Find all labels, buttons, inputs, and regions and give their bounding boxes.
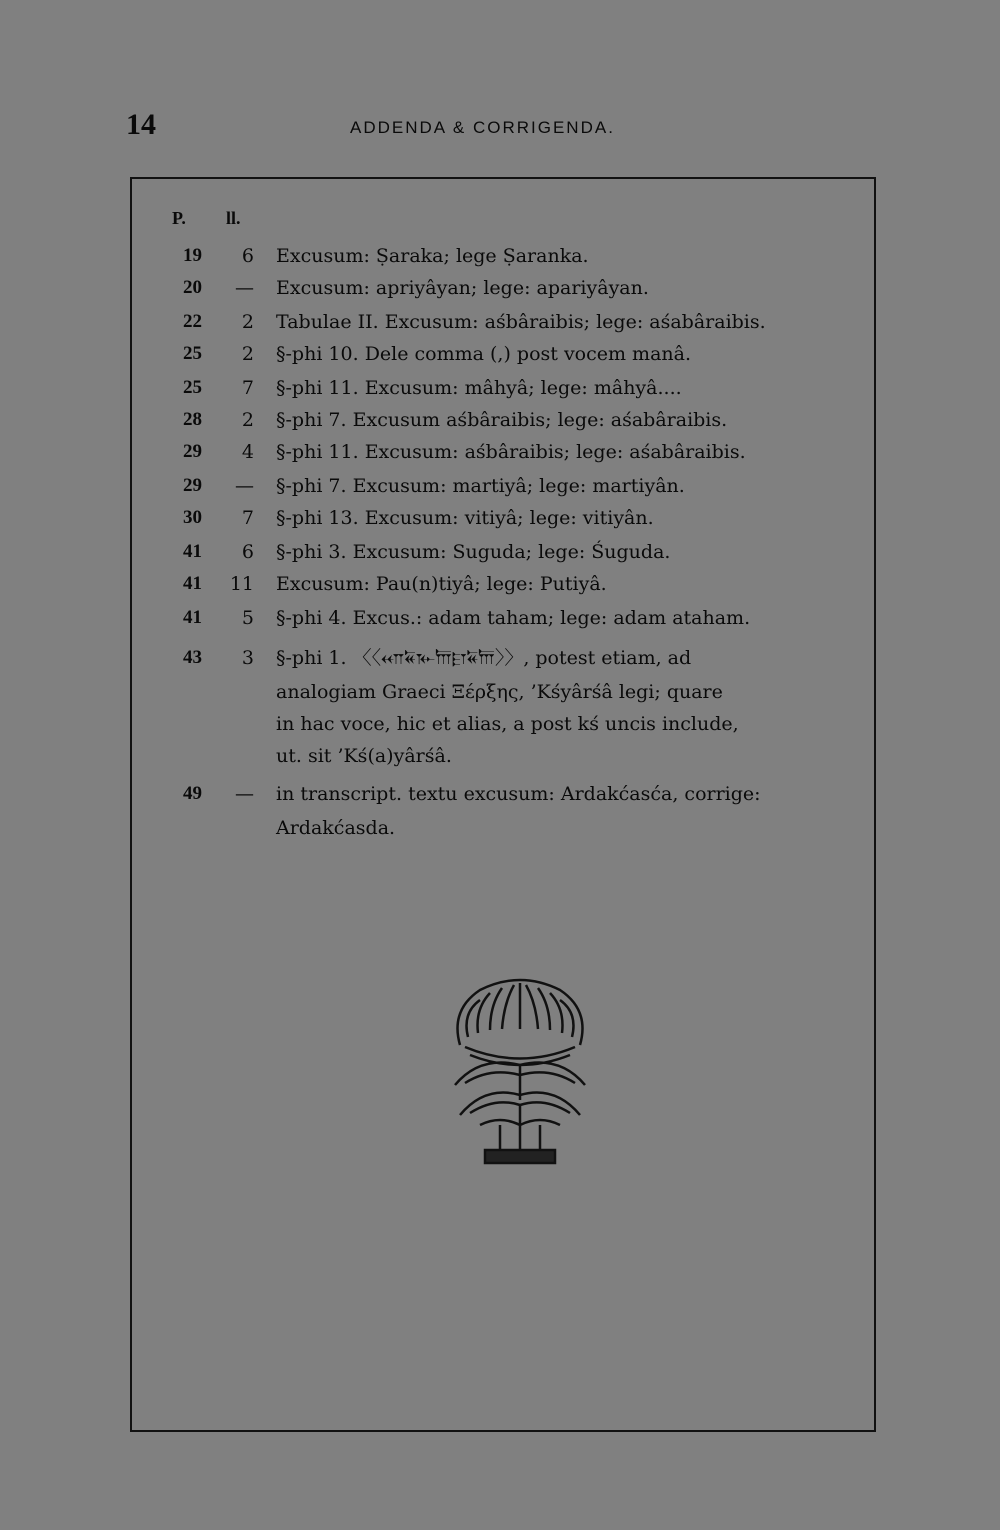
correction-text: §-phi 11. Excusum: mâhyâ; lege: mâhyâ.... xyxy=(276,377,682,399)
table-row xyxy=(160,306,880,338)
page-ref: 19 xyxy=(183,245,202,266)
line-ref: 6 xyxy=(241,245,254,267)
line-ref: 2 xyxy=(241,311,254,333)
continuation-line: ut. sit ’Kś(a)yârśâ. xyxy=(276,745,452,767)
line-ref: 11 xyxy=(229,573,254,595)
correction-text: §-phi 1. 〈〈𐎧𐏁𐎹𐎠𐎼𐏁𐎠〉〉, potest etiam, ad xyxy=(276,647,692,669)
table-row xyxy=(160,436,880,468)
correction-text: §-phi 11. Excusum: aśbâraibis; lege: aśabâraibis. xyxy=(276,441,746,463)
page-ref: 41 xyxy=(183,607,202,628)
correction-text: §-phi 7. Excusum: martiyâ; lege: martiyân. xyxy=(276,475,685,497)
line-ref: 6 xyxy=(241,541,254,563)
page-ref: 41 xyxy=(183,573,202,594)
correction-text: §-phi 4. Excus.: adam taham; lege: adam ataham. xyxy=(276,607,751,629)
page-ref: 22 xyxy=(183,311,202,332)
line-ref: 5 xyxy=(241,607,254,629)
page-ref: 25 xyxy=(183,343,202,364)
column-header-line: ll. xyxy=(226,208,241,228)
column-header-page: P. xyxy=(172,208,186,228)
page-ref: 28 xyxy=(183,409,202,430)
table-row xyxy=(160,404,880,436)
correction-text: Tabulae II. Excusum: aśbâraibis; lege: aśabâraibis. xyxy=(276,311,766,333)
line-ref: 4 xyxy=(241,441,254,463)
table-row xyxy=(160,272,880,304)
continuation-line: Ardakćasda. xyxy=(276,817,396,839)
correction-text: §-phi 10. Dele comma (,) post vocem manâ. xyxy=(276,343,692,365)
table-row xyxy=(160,536,880,568)
correction-text: §-phi 13. Excusum: vitiyâ; lege: vitiyân. xyxy=(276,507,654,529)
page-ref: 43 xyxy=(183,647,202,668)
line-ref: 2 xyxy=(241,343,254,365)
continuation-line: in hac voce, hic et alias, a post kś uncis include, xyxy=(276,713,739,735)
page-ref: 41 xyxy=(183,541,202,562)
line-ref: 3 xyxy=(241,647,254,669)
page-ref: 29 xyxy=(183,441,202,462)
correction-text: Excusum: apriyâyan; lege: apariyâyan. xyxy=(276,277,649,299)
page-ref: 25 xyxy=(183,377,202,398)
table-row xyxy=(160,568,880,600)
line-ref: 7 xyxy=(241,507,254,529)
table-row xyxy=(160,470,880,502)
page-number: 14 xyxy=(126,108,156,141)
running-head: ADDENDA & CORRIGENDA. xyxy=(350,118,615,137)
correction-text: §-phi 7. Excusum aśbâraibis; lege: aśabâraibis. xyxy=(276,409,728,431)
line-ref: — xyxy=(235,783,254,805)
page-ref: 20 xyxy=(183,277,202,298)
line-ref: — xyxy=(235,277,254,299)
correction-text: Excusum: Pau(n)tiyâ; lege: Putiyâ. xyxy=(276,573,607,595)
continuation-line: analogiam Graeci Ξέρξης, ’Kśyârśâ legi; quare xyxy=(276,681,723,703)
correction-text: Excusum: Ṣaraka; lege Ṣaranka. xyxy=(276,245,589,267)
page-ref: 29 xyxy=(183,475,202,496)
correction-text: in transcript. textu excusum: Ardakćasća, corrige: xyxy=(276,783,761,805)
page-ref: 49 xyxy=(183,783,202,804)
palmette-ornament xyxy=(440,975,600,1165)
table-row xyxy=(160,338,880,370)
correction-text: §-phi 3. Excusum: Suguda; lege: Śuguda. xyxy=(276,541,671,563)
table-row xyxy=(160,778,880,810)
line-ref: 7 xyxy=(241,377,254,399)
table-row xyxy=(160,642,880,674)
table-row xyxy=(160,502,880,534)
table-row xyxy=(160,602,880,634)
table-row xyxy=(160,372,880,404)
line-ref: — xyxy=(235,475,254,497)
table-row xyxy=(160,240,880,272)
line-ref: 2 xyxy=(241,409,254,431)
page-ref: 30 xyxy=(183,507,202,528)
